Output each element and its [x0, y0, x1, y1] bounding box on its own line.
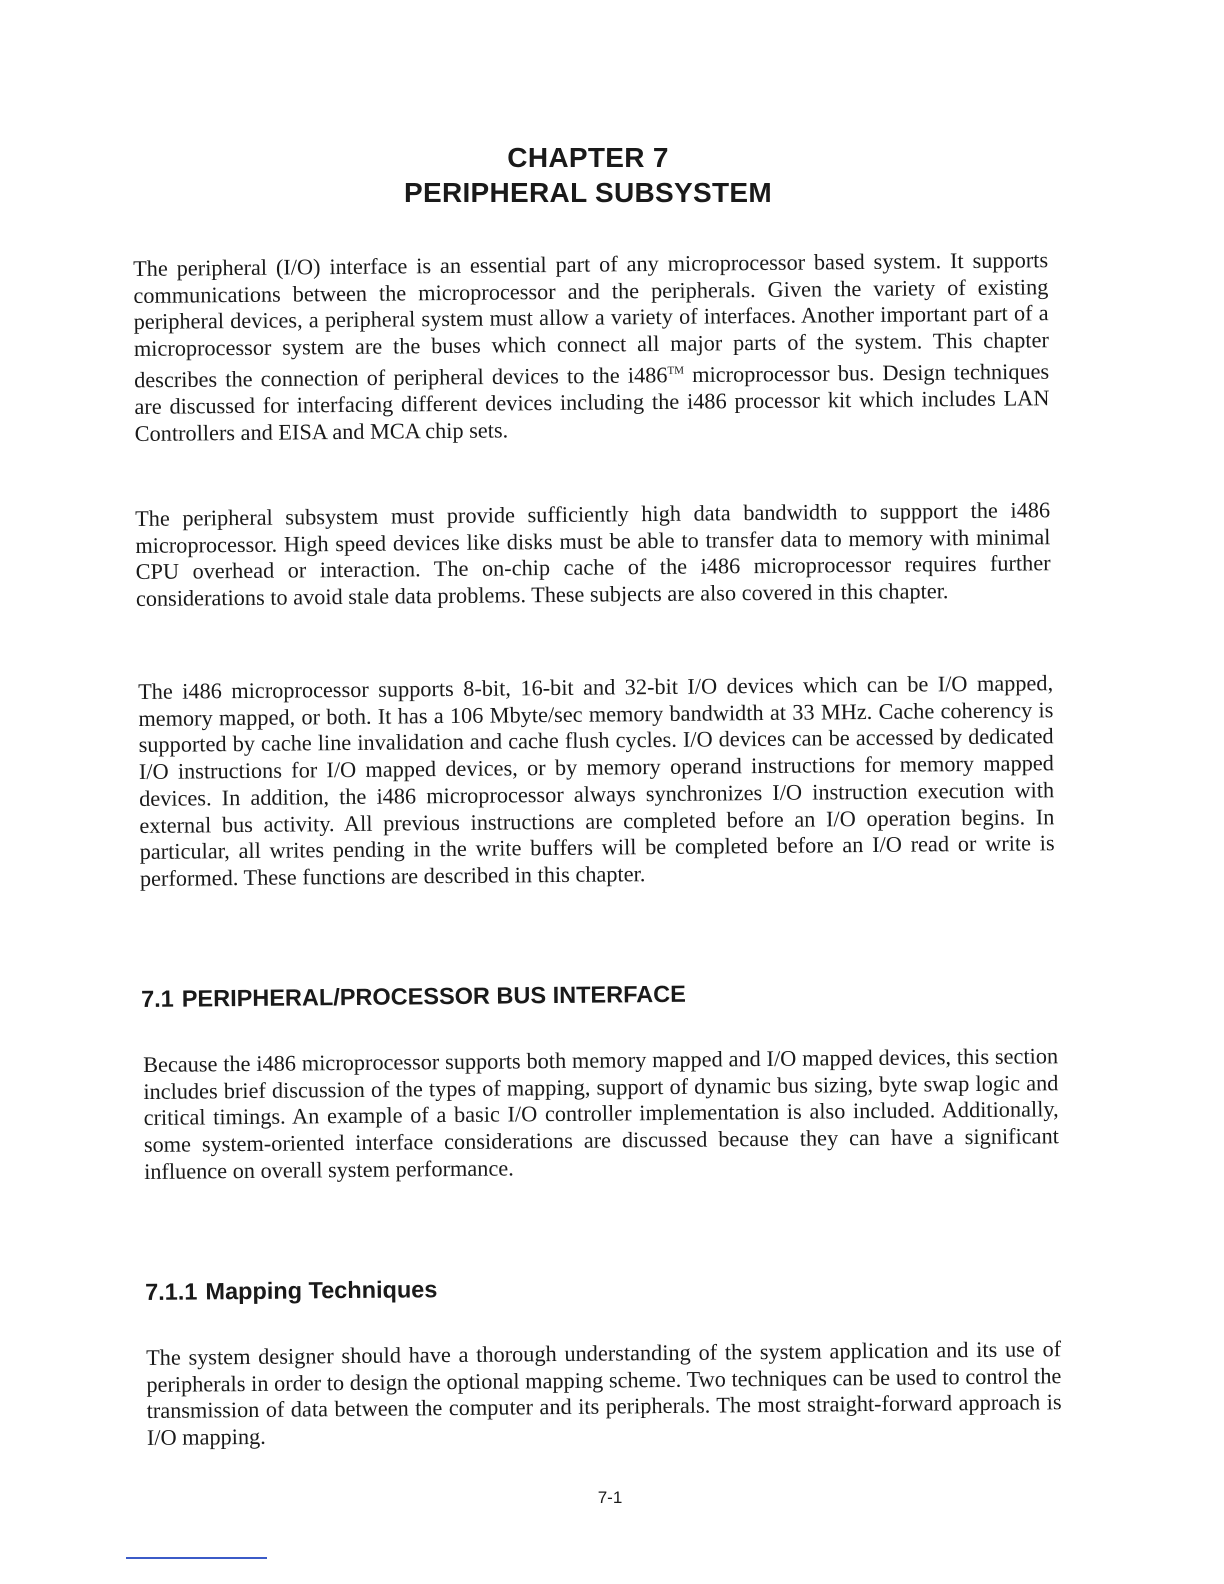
chapter-title: PERIPHERAL SUBSYSTEM	[404, 177, 772, 208]
subsection-number: 7.1.1	[145, 1278, 198, 1305]
section-title: PERIPHERAL/PROCESSOR BUS INTERFACE	[181, 980, 686, 1012]
chapter-label: CHAPTER 7	[507, 142, 669, 173]
subsection-title: Mapping Techniques	[205, 1276, 438, 1305]
chapter-header	[0, 140, 1176, 210]
intro-paragraph-2: The peripheral subsystem must provide sufficiently high data bandwidth to suppport the i486 microprocessor. High speed devices like disks must be able to transfer data to memory with minimal CPU overhead or interaction. The on-chip cache of the i486 microprocessor requires further considerations to avoid stale data problems. These subjects are also covered in this chapter.	[135, 497, 1051, 612]
footer-divider	[126, 1557, 267, 1559]
page-number: 7-1	[597, 1488, 623, 1507]
trademark-mark: TM	[667, 364, 685, 377]
intro-p1-text-b: microprocessor bus. Design techniques are discussed for interfacing different devices including the i486 processor kit which includes LAN Controllers and EISA and MCA chip sets.	[134, 358, 1050, 446]
section-7-1-paragraph: Because the i486 microprocessor supports both memory mapped and I/O mapped devices, this section includes brief discussion of the types of mapping, support of dynamic bus sizing, byte swap logic and critical timings. An example of a basic I/O controller implementation is also included. Additionally, some system-oriented interface considerations are discussed because they can have a significant influence on overall system performance.	[143, 1043, 1059, 1184]
section-heading-7-1	[141, 980, 686, 1013]
section-7-1-1-paragraph: The system designer should have a thorough understanding of the system application and its use of peripherals in order to design the optional mapping scheme. Two techniques can be used to control the transmission of data between the computer and its peripherals. The most straight-forward approach is I/O mapping.	[146, 1336, 1062, 1451]
intro-paragraph-3: The i486 microprocessor supports 8-bit, 16-bit and 32-bit I/O devices which can be I/O mapped, memory mapped, or both. It has a 106 Mbyte/sec memory bandwidth at 33 MHz. Cache coherency is supported by cache line invalidation and cache flush cycles. I/O devices can be accessed by dedicated I/O instructions for I/O mapped devices, or by memory operand instructions for memory mapped devices. In addition, the i486 microprocessor always synchronizes I/O instruction execution with external bus activity. All previous instructions are completed before an I/O operation begins. In particular, all writes pending in the write buffers will be completed before an I/O read or write is performed. These functions are described in this chapter.	[138, 670, 1055, 891]
intro-paragraph-1	[133, 247, 1050, 447]
section-heading-7-1-1	[145, 1275, 438, 1306]
section-number: 7.1	[141, 985, 174, 1012]
intro-p1-text-a: The peripheral (I/O) interface is an essential part of any microprocessor based system. It supports communications between the microprocessor and the peripherals. Given the variety of existing peripheral devices, a peripheral system must allow a variety of interfaces. Another important part of a microprocessor system are the buses which connect all major parts of the system. This chapter describes the connection of peripheral devices to the i486	[133, 247, 1049, 393]
